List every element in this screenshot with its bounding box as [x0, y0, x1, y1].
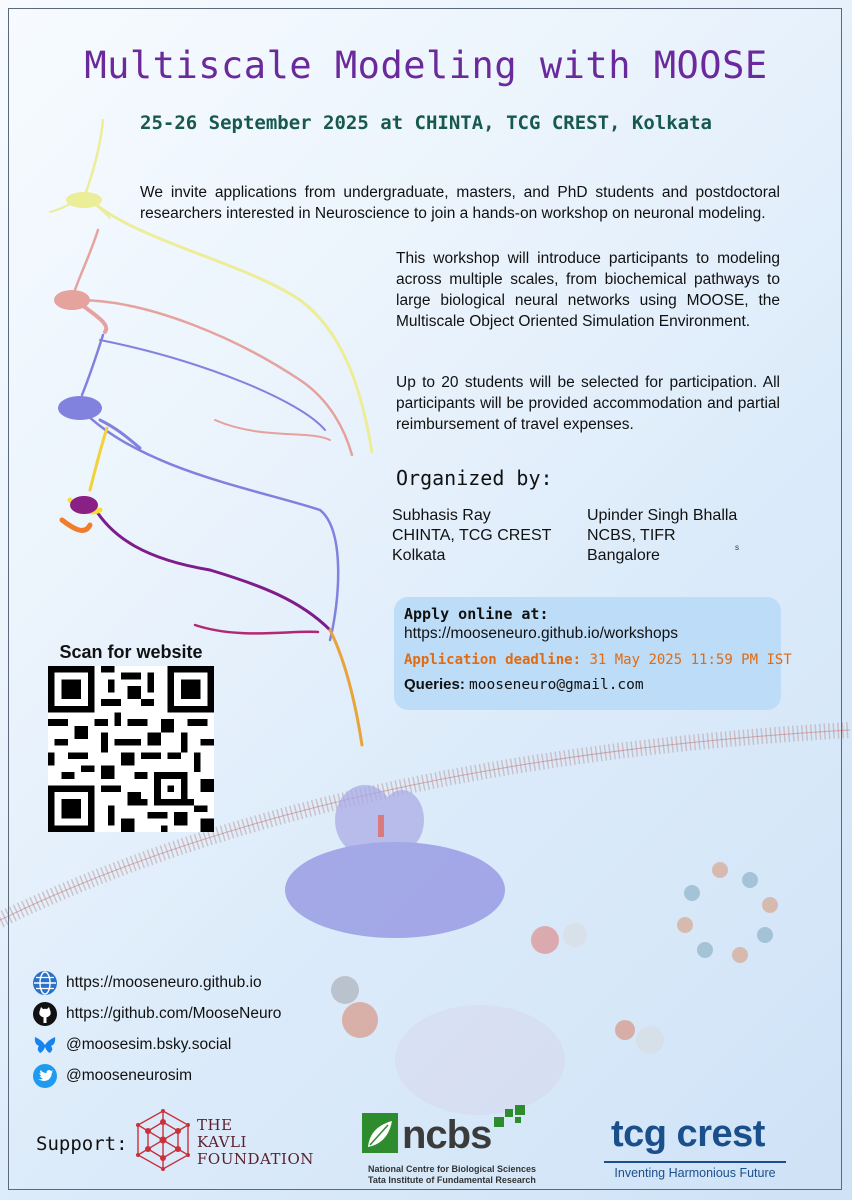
website-link-text: https://mooseneuro.github.io [66, 974, 262, 991]
apply-box [394, 597, 792, 710]
apply-link[interactable]: https://mooseneuro.github.io/workshops [404, 625, 678, 642]
tcg-tagline: Inventing Harmonious Future [614, 1166, 776, 1180]
ncbs-logo-text: ncbs [402, 1113, 492, 1157]
kavli-line: KAVLI [197, 1133, 247, 1151]
workshop-description: This workshop will introduce participants to modeling across multiple scales, from biochemical pathways to large biological neural networks using MOOSE, the Multiscale Object Oriented Simulation Environment. [396, 250, 780, 330]
organizer-name: Upinder Singh Bhalla [587, 507, 738, 524]
apply-heading: Apply online at: [404, 605, 549, 623]
social-links [32, 970, 281, 1094]
kavli-logo-icon [133, 1108, 193, 1172]
organizer-affiliation: CHINTA, TCG CREST [392, 527, 552, 544]
ncbs-leaf-icon [362, 1113, 402, 1157]
bluesky-link-text: @moosesim.bsky.social [66, 1036, 232, 1053]
tcg-crest-logo: tcg crest [611, 1113, 765, 1155]
event-date-location: 25-26 September 2025 at CHINTA, TCG CREST, Kolkata [140, 112, 712, 134]
intro-paragraph: We invite applications from undergraduate, masters, and PhD students and postdoctoral researchers interested in Neuroscience to join a hands-on workshop on neuronal modeling. [140, 184, 780, 222]
queries-label: Queries: [404, 676, 465, 693]
protein-illustration [285, 785, 778, 1115]
twitter-link[interactable] [32, 1063, 281, 1089]
github-link-text: https://github.com/MooseNeuro [66, 1005, 282, 1022]
kavli-line: FOUNDATION [197, 1150, 314, 1168]
organizers-heading: Organized by: [396, 466, 553, 490]
support-label: Support: [36, 1133, 128, 1155]
blue-neuron [58, 335, 338, 640]
deadline [404, 652, 792, 668]
globe-icon [32, 970, 58, 996]
bluesky-link[interactable] [32, 1032, 281, 1058]
ncbs-line: Tata Institute of Fundamental Research [368, 1175, 536, 1185]
github-link[interactable] [32, 1001, 281, 1027]
twitter-icon [32, 1063, 58, 1089]
kavli-foundation-logo [197, 1117, 314, 1168]
qr-caption: Scan for website [59, 642, 203, 662]
organizer-affiliation: NCBS, TIFR [587, 527, 676, 544]
poster-title: Multiscale Modeling with MOOSE [84, 44, 768, 87]
website-link[interactable] [32, 970, 281, 996]
organizer-city: Kolkata [392, 547, 446, 564]
qr-code[interactable] [48, 666, 214, 832]
github-icon [32, 1001, 58, 1027]
ncbs-squares-icon [494, 1105, 528, 1131]
stray-mark: s [735, 543, 739, 552]
deadline-value: 31 May 2025 11:59 PM IST [589, 652, 792, 668]
organizer-2 [587, 506, 737, 566]
ncbs-line: National Centre for Biological Sciences [368, 1164, 537, 1174]
ncbs-subtitle [368, 1164, 536, 1186]
kavli-line: THE [197, 1116, 233, 1134]
organizer-name: Subhasis Ray [392, 507, 491, 524]
tcg-divider [604, 1161, 786, 1163]
queries [404, 676, 771, 693]
twitter-link-text: @mooseneurosim [66, 1067, 193, 1084]
queries-email[interactable]: mooseneuro@gmail.com [469, 677, 644, 693]
red-neuron [54, 230, 352, 455]
selection-info: Up to 20 students will be selected for participation. All participants will be provided accommodation and partial reimbursement of travel expenses. [396, 374, 780, 433]
bluesky-icon [32, 1032, 58, 1058]
organizer-1 [392, 506, 551, 566]
deadline-label: Application deadline: [404, 652, 582, 668]
organizer-city: Bangalore [587, 547, 660, 564]
